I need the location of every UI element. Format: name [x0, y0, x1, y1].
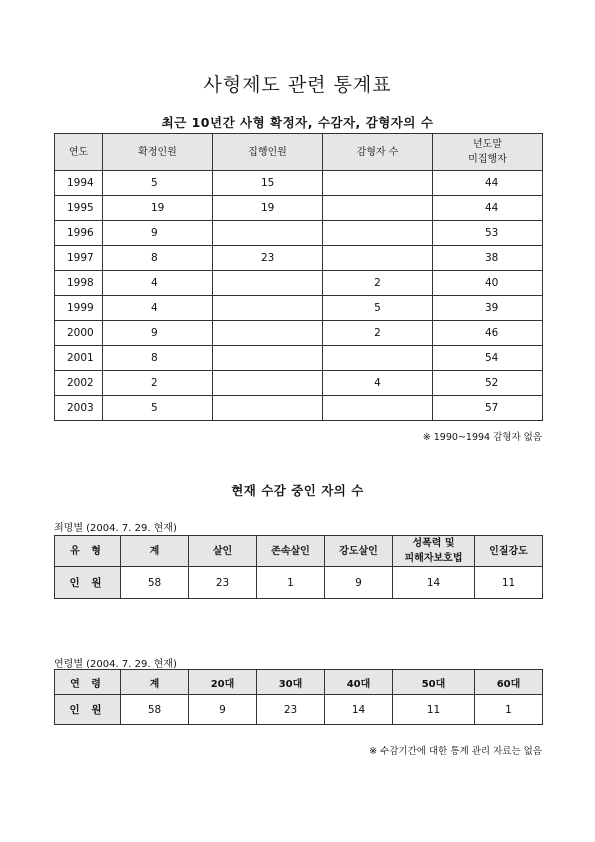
year-cell: 2001 — [55, 346, 103, 371]
age-header: 40대 — [325, 670, 393, 695]
death-sentence-table — [54, 133, 543, 421]
crime-caption: 죄명별 (2004. 7. 29. 현재) — [54, 523, 177, 534]
table-cell: 14 — [393, 567, 475, 599]
table-cell: 44 — [433, 171, 543, 196]
age-header: 20대 — [189, 670, 257, 695]
age-header: 60대 — [475, 670, 543, 695]
year-cell: 2003 — [55, 396, 103, 421]
table-cell: 2 — [323, 321, 433, 346]
table-row — [55, 271, 543, 296]
header-commuted: 감형자 수 — [323, 134, 433, 171]
section1-subtitle: 최근 10년간 사형 확정자, 수감자, 감형자의 수 — [161, 115, 434, 130]
year-cell: 1997 — [55, 246, 103, 271]
sentence-period-note: ※ 수감기간에 대한 통계 관리 자료는 없음 — [369, 746, 542, 757]
table-cell: 9 — [325, 567, 393, 599]
crime-header: 살인 — [189, 536, 257, 567]
table-cell: 1 — [475, 695, 543, 725]
table-cell: 53 — [433, 221, 543, 246]
table-row — [55, 296, 543, 321]
table-cell: 9 — [103, 321, 213, 346]
year-cell: 1995 — [55, 196, 103, 221]
age-header: 연 령 — [55, 670, 121, 695]
table-cell: 23 — [213, 246, 323, 271]
age-table — [54, 669, 543, 725]
table-cell — [213, 396, 323, 421]
header-confirmed: 확정인원 — [103, 134, 213, 171]
crime-header: 인질강도 — [475, 536, 543, 567]
page-title: 사형제도 관련 통계표 — [203, 74, 392, 96]
commuted-note: ※ 1990~1994 감형자 없음 — [422, 432, 542, 443]
crime-header: 계 — [121, 536, 189, 567]
table-cell: 44 — [433, 196, 543, 221]
table-cell: 9 — [103, 221, 213, 246]
table-cell: 23 — [189, 567, 257, 599]
table-row — [55, 321, 543, 346]
row-label: 인 원 — [55, 567, 121, 599]
table-cell: 14 — [325, 695, 393, 725]
table-cell — [213, 321, 323, 346]
header-executed: 집행인원 — [213, 134, 323, 171]
table-cell — [213, 346, 323, 371]
table-cell: 2 — [103, 371, 213, 396]
table-cell — [213, 221, 323, 246]
table-cell: 11 — [393, 695, 475, 725]
crime-header: 강도살인 — [325, 536, 393, 567]
year-cell: 2000 — [55, 321, 103, 346]
table-cell: 52 — [433, 371, 543, 396]
age-header: 50대 — [393, 670, 475, 695]
age-header-row — [55, 670, 543, 695]
table-cell: 19 — [103, 196, 213, 221]
crime-table — [54, 535, 543, 599]
table-row — [55, 246, 543, 271]
year-cell: 1994 — [55, 171, 103, 196]
table-cell: 19 — [213, 196, 323, 221]
table-cell: 9 — [189, 695, 257, 725]
table-cell: 15 — [213, 171, 323, 196]
table-cell: 58 — [121, 567, 189, 599]
table-cell: 4 — [323, 371, 433, 396]
table-cell: 11 — [475, 567, 543, 599]
header-year: 연도 — [55, 134, 103, 171]
table-row — [55, 346, 543, 371]
crime-value-row — [55, 567, 543, 599]
table-cell: 1 — [257, 567, 325, 599]
table-cell: 57 — [433, 396, 543, 421]
age-header: 30대 — [257, 670, 325, 695]
row-label: 인 원 — [55, 695, 121, 725]
year-cell: 1998 — [55, 271, 103, 296]
year-cell: 1996 — [55, 221, 103, 246]
table-cell: 5 — [103, 171, 213, 196]
crime-header: 유 형 — [55, 536, 121, 567]
table-row — [55, 196, 543, 221]
table-header-row — [55, 134, 543, 171]
age-value-row — [55, 695, 543, 725]
table-cell: 46 — [433, 321, 543, 346]
table-cell — [323, 221, 433, 246]
table-cell: 5 — [323, 296, 433, 321]
table-row — [55, 171, 543, 196]
header-unexecuted: 년도말 미집행자 — [433, 134, 543, 171]
table-cell: 23 — [257, 695, 325, 725]
table-cell: 39 — [433, 296, 543, 321]
crime-header-row — [55, 536, 543, 567]
table-cell — [323, 396, 433, 421]
table-cell: 8 — [103, 346, 213, 371]
section2-subtitle: 현재 수감 중인 자의 수 — [231, 483, 364, 498]
table-cell: 4 — [103, 296, 213, 321]
table-row — [55, 221, 543, 246]
table-cell — [213, 271, 323, 296]
table-cell: 5 — [103, 396, 213, 421]
table-cell: 8 — [103, 246, 213, 271]
table-cell — [213, 296, 323, 321]
crime-header: 성폭력 및 피해자보호법 — [393, 536, 475, 567]
crime-header: 존속살인 — [257, 536, 325, 567]
table-cell: 2 — [323, 271, 433, 296]
table-cell: 4 — [103, 271, 213, 296]
table-cell — [323, 346, 433, 371]
table-cell — [323, 246, 433, 271]
table-cell: 58 — [121, 695, 189, 725]
table-cell: 38 — [433, 246, 543, 271]
table-row — [55, 371, 543, 396]
table-row — [55, 396, 543, 421]
table-cell: 40 — [433, 271, 543, 296]
year-cell: 1999 — [55, 296, 103, 321]
table-cell — [323, 196, 433, 221]
table-cell — [323, 171, 433, 196]
table-cell: 54 — [433, 346, 543, 371]
age-caption: 연령별 (2004. 7. 29. 현재) — [54, 659, 177, 670]
table-cell — [213, 371, 323, 396]
age-header: 계 — [121, 670, 189, 695]
year-cell: 2002 — [55, 371, 103, 396]
